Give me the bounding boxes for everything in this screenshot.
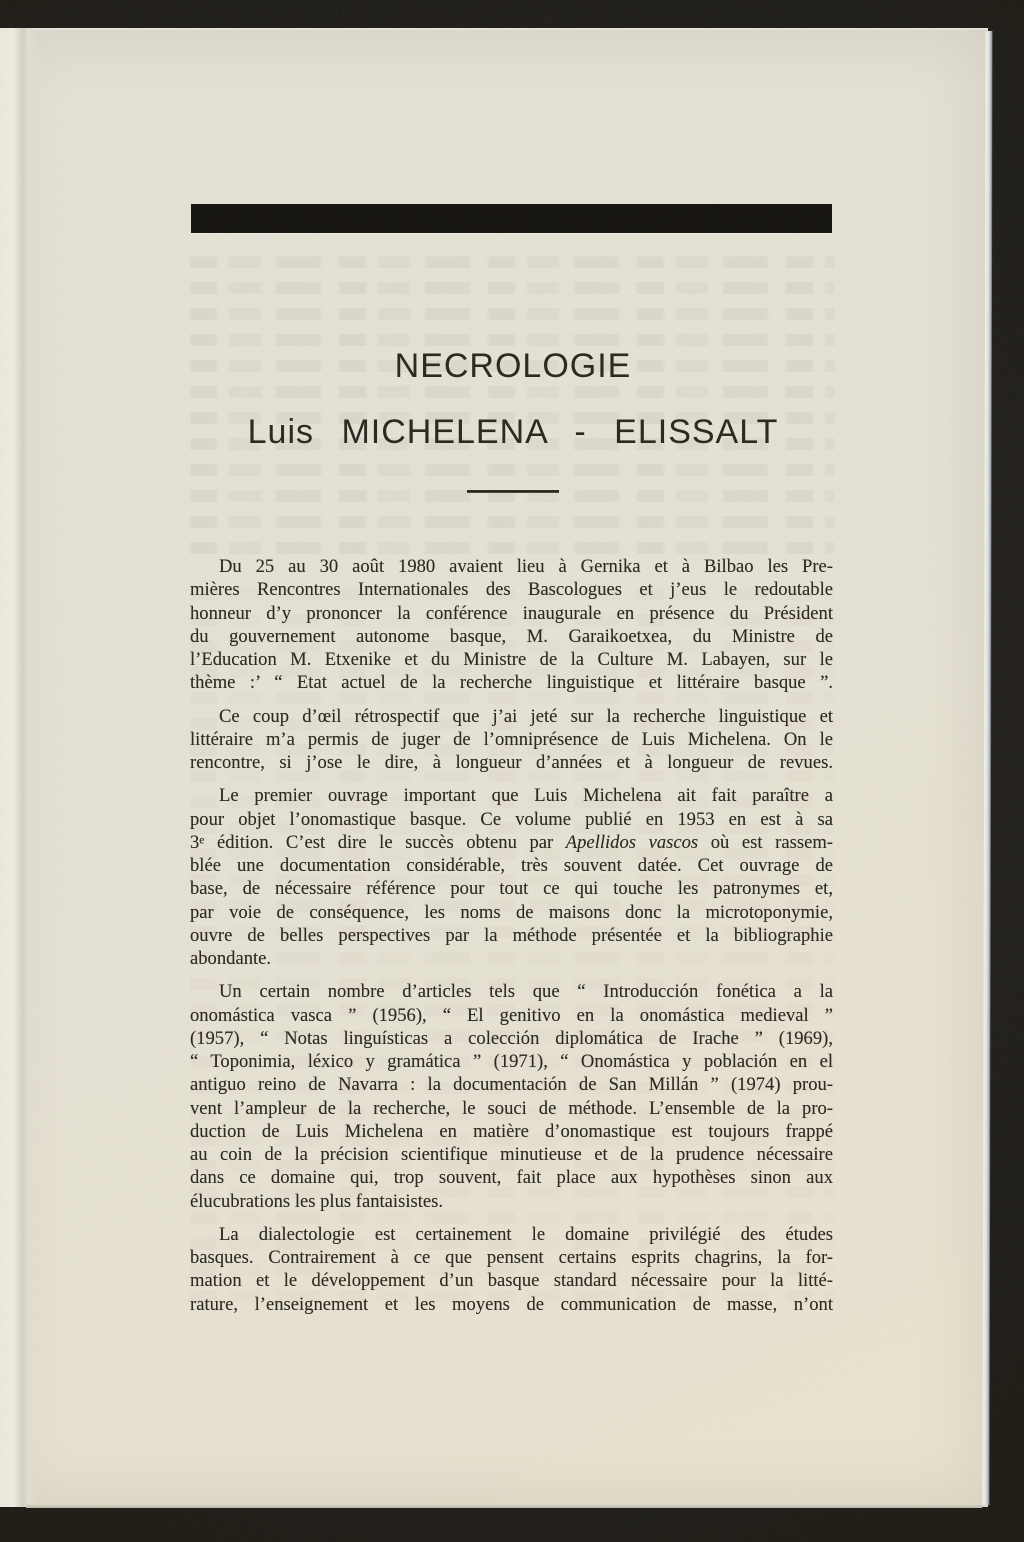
page-subtitle: Luis MICHELENA - ELISSALT (247, 413, 779, 451)
text-line: l’Education M. Etxenike et du Ministre de la Culture M. Labayen, sur le (190, 649, 833, 670)
page-edge-bottom (26, 1504, 982, 1508)
text-line: blée une documentation considérable, très souvent datée. Cet ouvrage de (190, 855, 833, 876)
text-line: mation et le développement d’un basque standard nécessaire pour la litté- (190, 1270, 833, 1292)
text-line: au coin de la précision scientifique minutieuse et de la prudence nécessaire (190, 1144, 833, 1165)
text-line: Ce coup d’œil rétrospectif que j’ai jeté sur la recherche linguistique et (219, 705, 833, 727)
text-line: thème :’ “ Etat actuel de la recherche linguistique et littéraire basque ”. (190, 672, 833, 694)
text-line: basques. Contrairement à ce que pensent certains esprits chagrins, la for- (190, 1247, 833, 1268)
text-line: pour objet l’onomastique basque. Ce volume publié en 1953 en est à sa (190, 808, 833, 830)
text-line: Du 25 au 30 août 1980 avaient lieu à Gernika et à Bilbao les Pre- (219, 556, 833, 577)
text-line: mières Rencontres Internationales des Bascologues et j’eus le redoutable (190, 579, 833, 601)
text-line: antiguo reino de Navarra : la documentación de San Millán ” (1974) prou- (190, 1074, 833, 1096)
text-line: abondante. (190, 948, 272, 969)
title-block (165, 346, 861, 452)
paragraph (190, 980, 833, 1213)
text-line: par voie de conséquence, les noms de maisons donc la microtoponymie, (190, 901, 833, 923)
text-line: dans ce domaine qui, trop souvent, fait place aux hypothèses sinon aux (190, 1167, 833, 1189)
paragraph (190, 784, 833, 970)
text-line: duction de Luis Michelena en matière d’onomastique est toujours frappé (190, 1120, 833, 1142)
text-line: honneur d’y prononcer la conférence inaugurale en présence du Président (190, 602, 833, 624)
text-line: base, de nécessaire référence pour tout ce qui touche les patronymes et, (190, 878, 833, 900)
text-line: La dialectologie est certainement le domaine privilégié des études (219, 1223, 833, 1245)
article-body (190, 555, 833, 1326)
text-line: 3e édition. C’est dire le succès obtenu par Apellidos vascos où est rassem- (190, 831, 833, 853)
paragraph (190, 1223, 833, 1316)
text-line: onomástica vasca ” (1956), “ El genitivo en la onomástica medieval ” (190, 1004, 833, 1026)
text-line: vent l’ampleur de la recherche, le souci de méthode. L’ensemble de la pro- (190, 1097, 833, 1119)
paragraph (190, 555, 833, 695)
book-page (0, 28, 988, 1507)
text-line: littéraire m’a permis de juger de l’omniprésence de Luis Michelena. On le (190, 728, 833, 750)
page-title: NECROLOGIE (394, 347, 632, 385)
section-divider-bar (191, 204, 832, 233)
text-line: ouvre de belles perspectives par la méthode présentée et la bibliographie (190, 924, 833, 946)
text-line: élucubrations les plus fantaisistes. (190, 1190, 444, 1212)
text-line: Un certain nombre d’articles tels que “ Introducción fonética a la (219, 981, 833, 1003)
text-line: rature, l’enseignement et les moyens de communication de masse, n’ont (190, 1293, 833, 1315)
text-line: du gouvernement autonome basque, M. Garaikoetxea, du Ministre de (190, 625, 833, 647)
text-line: “ Toponimia, léxico y gramática ” (1971), “ Onomástica y población en el (190, 1051, 833, 1072)
text-line: rencontre, si j’ose le dire, à longueur d’années et à longueur de revues. (190, 752, 833, 773)
text-line: Le premier ouvrage important que Luis Michelena ait fait paraître a (219, 785, 833, 807)
title-rule (467, 490, 559, 493)
paragraph (190, 705, 833, 775)
text-line: (1957), “ Notas linguísticas a colección diplomática de Irache ” (1969), (190, 1027, 833, 1049)
